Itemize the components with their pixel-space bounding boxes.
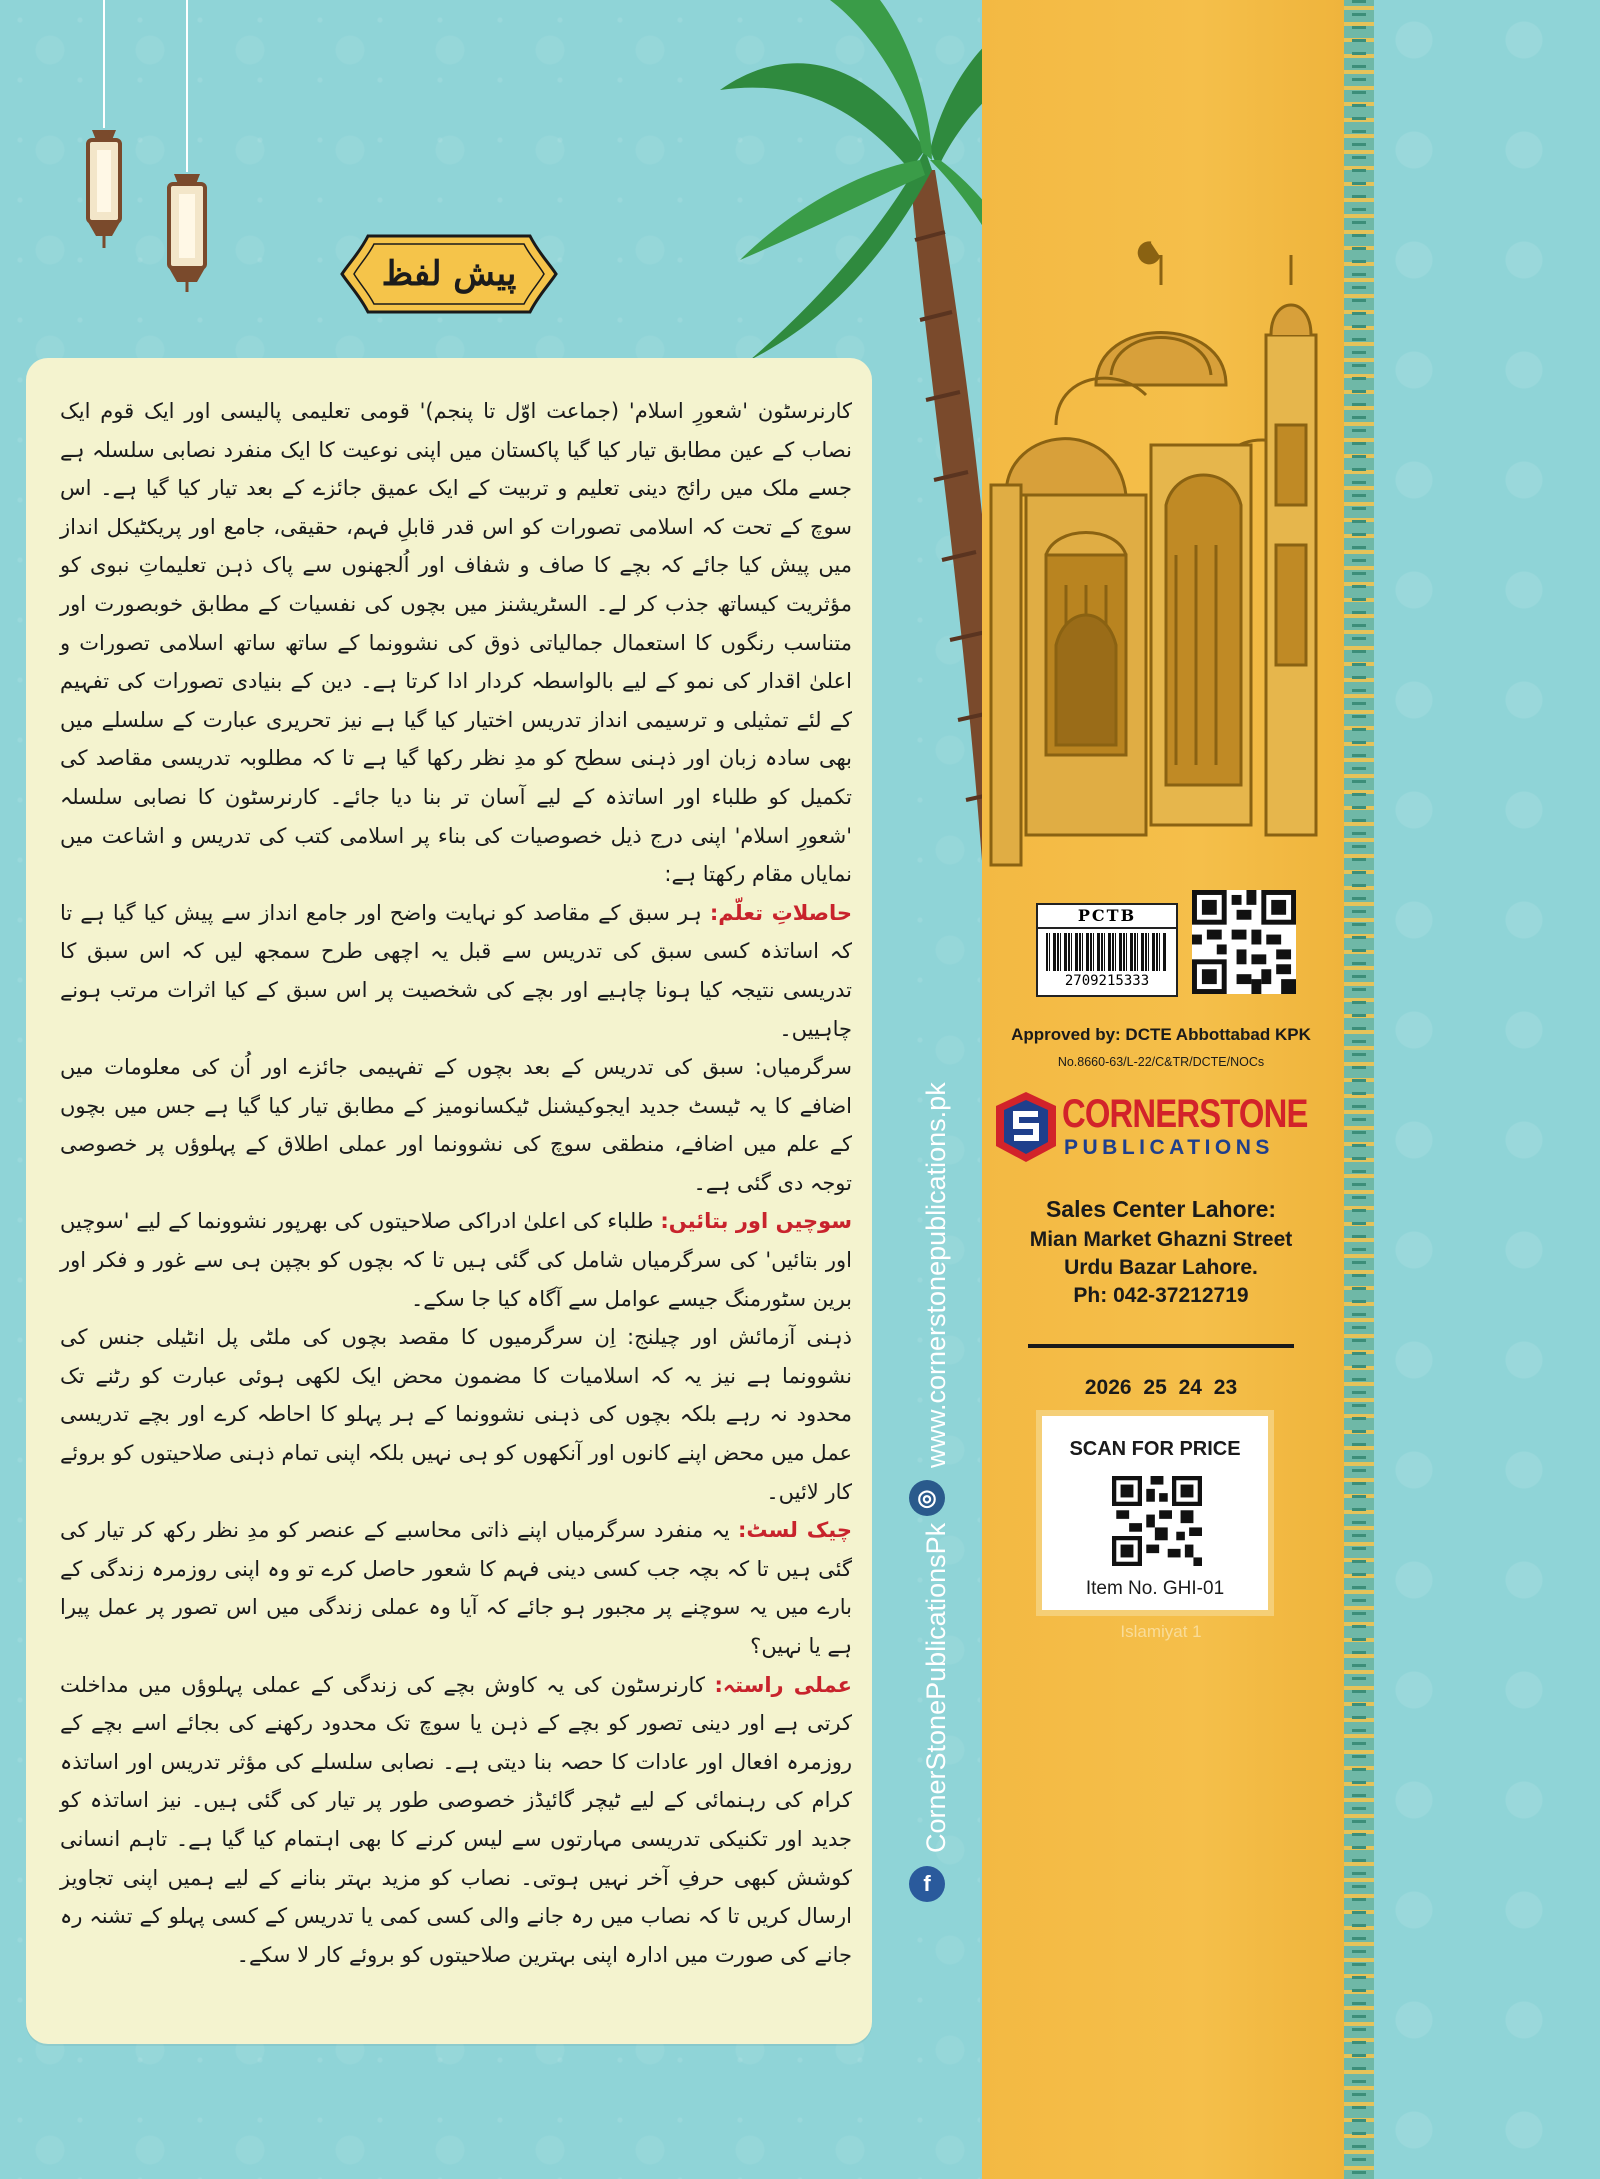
pctb-sticker	[1036, 903, 1178, 997]
globe-icon: ◎	[909, 1480, 945, 1516]
sales-address-line: Mian Market Ghazni Street	[1029, 1228, 1293, 1251]
feature-text: یہ منفرد سرگرمیاں اپنے ذاتی محاسبے کے عنصر کو مدِ نظر رکھ کر تیار کی گئی ہیں تا کہ بچہ جب کسی دینی فہم کا شعور حاصل کرے تو وہ اپنی روزمرہ زندگی کے بارے میں یہ سوچنے پر مجبور ہو جائے کہ آیا وہ عملی زندگی میں اس تصور پر عمل پیرا ہے یا نہیں؟	[60, 1518, 852, 1658]
feature-text: اِن سرگرمیوں کا مقصد بچوں کی ملٹی پل انٹیلی جنس کی نشوونما ہے نیز یہ کہ اسلامیات کا مضمون محض ایک لکھی ہوئی عبارت کو رٹنے تک محدود نہ رہے بلکہ بچوں کی ذہنی نشوونما کے ہر پہلو کا احاطہ کرے اور بچے تدریسی عمل میں محض اپنے کانوں اور آنکھوں کو ہی نہیں بلکہ اپنی تمام ذہنی صلاحیتوں کو بروئے کار لائیں۔	[60, 1325, 852, 1504]
page-title: پیش لفظ	[381, 254, 517, 294]
lantern-icon	[82, 0, 126, 250]
qr-code-icon	[1112, 1476, 1202, 1566]
feature-paragraph	[60, 894, 852, 1048]
cornerstone-logo-icon	[994, 1090, 1058, 1164]
lantern-icon	[163, 0, 211, 295]
subject-label: Islamiyat 1	[1120, 1622, 1202, 1641]
publisher-logo	[992, 1086, 1324, 1168]
feature-paragraph	[60, 1666, 852, 1975]
feature-heading: ذہنی آزمائش اور چیلنج:	[627, 1325, 852, 1350]
website-text: www.cornerstonepublications.pk	[921, 1082, 951, 1468]
pctb-number: 2709215333	[1064, 973, 1150, 989]
feature-text: ہر سبق کے مقاصد کو نہایت واضح اور جامع انداز سے پیش کیا گیا ہے تا کہ اساتذہ کسی سبق کی تدریس سے قبل یہ اچھی طرح سمجھ لیں کہ اس سبق کا تدریسی نتیجہ کیا ہونا چاہیے اور بچے کی شخصیت پر اس سبق کے کیا اثرات مرتب ہونے چاہییں۔	[60, 900, 852, 1041]
feature-heading: حاصلاتِ تعلّم:	[709, 900, 853, 925]
feature-heading: سرگرمیاں:	[754, 1055, 852, 1080]
social-handle-text: CornerStonePublicationsPk	[921, 1522, 951, 1853]
decorative-border	[1344, 0, 1374, 2179]
feature-text: سبق کی تدریس کے بعد بچوں کے تفہیمی جائزے اور اُن کی معلومات میں اضافے کا یہ ٹیسٹ جدید ایجوکیشنل ٹیکسانومیز کے مطابق تیار کیا گیا ہے جس میں بچوں کے علم میں اضافے، منطقی سوچ کی نشوونما اور عملی اطلاق کے پہلوؤں پر خصوصی توجہ دی گئی ہے۔	[60, 1055, 852, 1195]
intro-paragraph: کارنرسٹون 'شعورِ اسلام' (جماعت اوّل تا پنجم)' قومی تعلیمی پالیسی اور ایک قوم ایک نصاب کے عین مطابق تیار کیا گیا پاکستان میں اپنی نوعیت کا ایک منفرد نصابی سلسلہ ہے جسے ملک میں رائج دینی تعلیم و تربیت کے ایک عمیق جائزے کے بعد تیار کیا گیا ہے۔ اس سوچ کے تحت کہ اسلامی تصورات کو اس قدر قابلِ فہم، حقیقی، جامع اور پریکٹیکل انداز میں پیش کیا جائے کہ بچے کا صاف و شفاف اور اُلجھنوں سے پاک ذہن تعلیماتِ نبوی کو مؤثریت کیساتھ جذب کر لے۔ السٹریشنز میں بچوں کی نفسیات کے مطابق خوبصورت اور متناسب رنگوں کا استعمال جمالیاتی ذوق کی نشوونما کے ساتھ ساتھ اسلامی تصورات و اعلیٰ اقدار کی نمو کے لیے بالواسطہ کردار ادا کرتا ہے۔ دین کے بنیادی تصورات کی تفہیم کے لئے تمثیلی و ترسیمی انداز تدریس اختیار کیا گیا ہے نیز تحریری عبارت کے سلسلے میں بھی سادہ زبان اور ذہنی سطح کو مدِ نظر رکھا گیا ہے تا کہ مطلوبہ تدریسی مقاصد کی تکمیل کو طلباء اور اساتذہ کے لیے آسان تر بنا دیا جائے۔ کارنرسٹون کا نصابی سلسلہ 'شعورِ اسلام' اپنی درج ذیل خصوصیات کی بناء پر اسلامی کتب کی تدریس و اشاعت میں نمایاں مقام رکھتا ہے:	[60, 399, 852, 887]
feature-heading: سوچیں اور بتائیں:	[660, 1209, 852, 1234]
barcode	[1046, 933, 1166, 971]
edition-years: 2026 25 24 23	[1084, 1376, 1238, 1399]
scan-for-price-box	[1036, 1410, 1274, 1616]
pctb-label: PCTB	[1038, 905, 1176, 929]
feature-paragraph	[60, 1511, 852, 1665]
scan-title: SCAN FOR PRICE	[1069, 1438, 1241, 1460]
item-number: Item No. GHI-01	[1085, 1578, 1225, 1599]
feature-paragraph	[60, 1202, 852, 1318]
right-background-pattern	[1374, 0, 1600, 2179]
foreword-body	[60, 392, 852, 2012]
noc-number: No.8660-63/L-22/C&TR/DCTE/NOCs	[1057, 1055, 1265, 1069]
mosque-illustration	[986, 225, 1346, 875]
feature-heading: عملی راستہ:	[714, 1672, 852, 1697]
feature-heading: چیک لسٹ:	[737, 1518, 852, 1543]
approval-text: Approved by: DCTE Abbottabad KPK	[1011, 1025, 1311, 1044]
feature-paragraph	[60, 1318, 852, 1511]
sales-address-line: Urdu Bazar Lahore.	[1064, 1256, 1258, 1279]
title-plate	[338, 232, 560, 316]
feature-paragraph	[60, 1048, 852, 1202]
facebook-icon: f	[909, 1866, 945, 1902]
divider	[1028, 1344, 1294, 1348]
sales-center-title: Sales Center Lahore:	[1045, 1196, 1277, 1222]
publisher-tagline: PUBLICATIONS	[1064, 1136, 1274, 1159]
feature-text: طلباء کی اعلیٰ ادراکی صلاحیتوں کی بھرپور نشوونما کے لیے 'سوچیں اور بتائیں' کی سرگرمیاں شامل کی گئی ہیں تا کہ بچوں کو بچپن ہی سے غور و فکر اور برین سٹورمنگ جیسے عوامل سے آگاہ کیا جا سکے۔	[60, 1209, 852, 1311]
feature-text: کارنرسٹون کی یہ کاوش بچے کی زندگی کے عملی پہلوؤں میں مداخلت کرتی ہے اور دینی تصور کو بچے کے ذہن یا سوچ تک محدود رکھنے کی بجائے اسے بچے کے روزمرہ افعال اور عادات کا حصہ بنا دیتی ہے۔ نصابی سلسلے کی مؤثر تدریس اور اساتذہ کرام کی رہنمائی کے لیے ٹیچر گائیڈز خصوصی طور پر تیار کی گئی ہیں۔ نیز اساتذہ کو جدید اور تکنیکی تدریسی مہارتوں سے لیس کرنے کا بھی اہتمام کیا گیا ہے۔ تاہم انسانی کوشش کبھی حرفِ آخر نہیں ہوتی۔ نصاب کو مزید بہتر بنانے کے لیے ہمیں اپنی تجاویز ارسال کریں تا کہ نصاب میں رہ جانے والی کسی کمی یا تدریس کے کسی پہلو کے تشنہ رہ جانے کی صورت میں ادارہ اپنی بہترین صلاحیتوں کو بروئے کار لا سکے۔	[60, 1672, 852, 1967]
sales-phone: Ph: 042-37212719	[1073, 1284, 1249, 1307]
qr-code-icon	[1192, 890, 1296, 994]
publisher-name: CORNERSTONE	[1062, 1092, 1308, 1136]
